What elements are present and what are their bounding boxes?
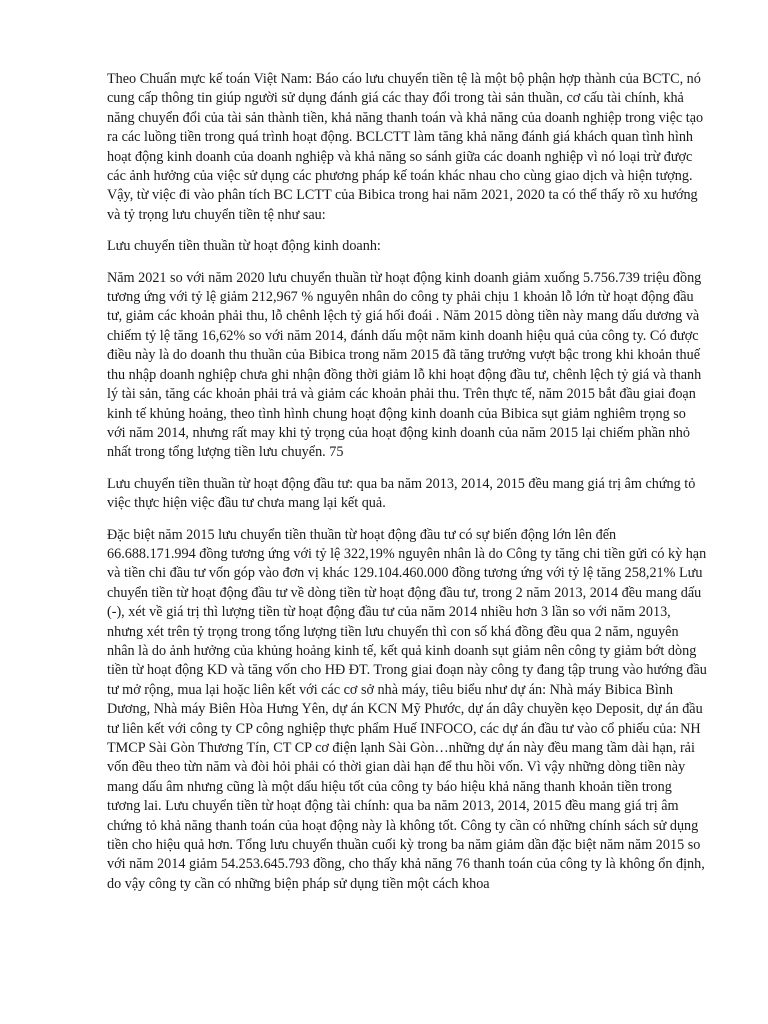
investing-cashflow-paragraph: Đặc biệt năm 2015 lưu chuyển tiền thuần từ hoạt động đầu tư có sự biến động lớn lên đến 66.688.171.994 đồng tương ứng với tỷ lệ 322,19% nguyên nhân là do Công ty tăng chi tiền gửi có kỳ hạn và tiền chi đầu tư vốn góp vào đơn vị khác 129.104.460.000 đồng tương ứng với tỷ lệ tăng 258,21% Lưu chuyển tiền từ hoạt động đầu tư về dòng tiền từ hoạt động đầu tư, trong 2 năm 2013, 2014 đều mang dấu (-), xét về giá trị thì lượng tiền từ hoạt động đầu tư của năm 2014 nhiều hơn 3 lần so với năm 2013, nhưng xét trên tỷ trọng trong tổng lượng tiền lưu chuyển thì con số khá đồng đều qua 2 năm, nguyên nhân là do ảnh hưởng của khủng hoảng kinh tế, kết quả kinh doanh sụt giảm nên công ty giảm bớt dòng tiền từ hoạt động KD và tăng vốn cho HĐ ĐT. Trong giai đoạn này công ty đang tập trung vào hướng đầu tư mở rộng, mua lại hoặc liên kết với các cơ sở nhà máy, tiêu biểu như dự án: Nhà máy Bibica Bình Dương, Nhà máy Biên Hòa Hưng Yên, dự án KCN Mỹ Phước, dự án dây chuyền kẹo Deposit, dự án đầu tư liên kết với công ty CP công nghiệp thực phẩm Huế INFOCO, các dự án đầu tư vào cổ phiếu của: NH TMCP Sài Gòn Thương Tín, CT CP cơ điện lạnh Sài Gòn…những dự án này đều mang tầm dài hạn, rải vốn đều theo từn năm và đòi hỏi phải có thời gian dài hạn để thu hồi vốn. Vì vậy những dòng tiền này mang dấu âm nhưng cũng là một dấu hiệu tốt của công ty báo hiệu khả năng thanh khoản tiền trong tương lai. Lưu chuyển tiền từ hoạt động tài chính: qua ba năm 2013, 2014, 2015 đều mang giá trị âm chứng tỏ khả năng thanh toán của hoạt động này là không tốt. Công ty cần có những chính sách sử dụng tiền cho hiệu quả hơn. Tổng lưu chuyển thuần cuối kỳ trong ba năm giảm dần đặc biệt năm năm 2015 so với năm 2014 giảm 54.253.645.793 đồng, cho thấy khả năng 76 thanh toán của công ty là không ổn định, do vậy công ty cần có những biện pháp sử dụng tiền một cách khoa	[107, 526, 707, 892]
intro-paragraph: Theo Chuẩn mực kế toán Việt Nam: Báo cáo lưu chuyển tiền tệ là một bộ phận hợp thành của BCTC, nó cung cấp thông tin giúp người sử dụng đánh giá các thay đổi trong tài sản thuần, cơ cấu tài chính, khả năng chuyển đổi của tài sản thành tiền, khả năng thanh toán và khả năng của doanh nghiệp trong việc tạo ra các luồng tiền trong quá trình hoạt động. BCLCTT làm tăng khả năng đánh giá khách quan tình hình hoạt động kinh doanh của doanh nghiệp và khả năng so sánh giữa các doanh nghiệp vì nó loại trừ được các ảnh hưởng của việc sử dụng các phương pháp kế toán khác nhau cho cùng giao dịch và hiện tượng. Vậy, từ việc đi vào phân tích BC LCTT của Bibica trong hai năm 2021, 2020 ta có thể thấy rõ xu hướng và tỷ trọng lưu chuyển tiền tệ như sau:	[107, 71, 704, 223]
operating-cashflow-paragraph: Năm 2021 so với năm 2020 lưu chuyển thuần từ hoạt động kinh doanh giảm xuống 5.756.739 triệu đồng tương ứng với tỷ lệ giảm 212,967 % nguyên nhân do công ty phải chịu 1 khoản lỗ lớn từ hoạt động đầu tư, giảm các khoản phải thu, lỗ chênh lệch tỷ giá hối đoái . Năm 2015 dòng tiền này mang dấu dương và chiếm tỷ lệ tăng 16,62% so với năm 2014, đánh dấu một năm kinh doanh hiệu quả của công ty. Có được điều này là do doanh thu thuần của Bibica trong năm 2015 đã tăng trưởng vượt bậc trong khi khoản thuế thu nhập doanh nghiệp chưa ghi nhận đồng thời giảm lỗ khi hoạt động đầu tư, chênh lệch tỷ giá và thanh lý tài sản, tăng các khoản phải trả và giảm các khoản phải thu. Trên thực tế, năm 2015 bắt đầu giai đoạn kinh tế khủng hoảng, theo tình hình chung hoạt động kinh doanh của Bibica sụt giảm nghiêm trọng so với năm 2014, nhưng rất may khi tỷ trọng của hoạt động kinh doanh của năm 2015 lại chiếm phần nhỏ nhất trong tổng lượng tiền lưu chuyển. 75	[107, 269, 702, 461]
document-page	[107, 70, 707, 906]
operating-cashflow-heading: Lưu chuyển tiền thuần từ hoạt động kinh doanh:	[107, 238, 381, 255]
investing-cashflow-heading-paragraph: Lưu chuyển tiền thuần từ hoạt động đầu tư: qua ba năm 2013, 2014, 2015 đều mang giá trị âm chứng tỏ việc thực hiện việc đầu tư chưa mang lại kết quả.	[107, 475, 696, 512]
